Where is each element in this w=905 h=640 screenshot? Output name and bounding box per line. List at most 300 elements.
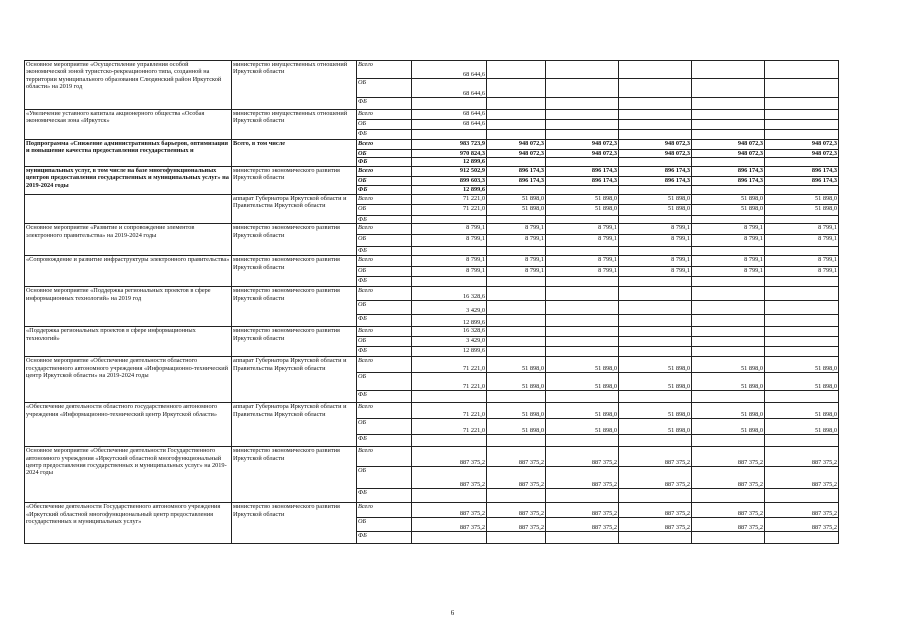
executor-cell: министерство имущественных отношений Иркутской области (232, 110, 357, 140)
year-amount-cell (546, 315, 619, 327)
year-amount-cell: 51 898,0 (487, 373, 546, 391)
year-amount-cell: 51 898,0 (765, 403, 839, 419)
year-amount-cell: 8 799,1 (546, 235, 619, 247)
funding-source-cell: ФБ (357, 489, 412, 503)
funding-source-cell: ОБ (357, 176, 412, 185)
funding-source-cell: ОБ (357, 518, 412, 532)
total-amount-cell: 12 899,6 (412, 158, 487, 166)
year-amount-cell: 887 375,2 (692, 518, 765, 532)
total-amount-cell: 970 824,3 (412, 150, 487, 158)
year-amount-cell (619, 391, 692, 403)
year-amount-cell: 887 375,2 (619, 467, 692, 489)
total-amount-cell: 887 375,2 (412, 447, 487, 467)
funding-source-cell: Всего (357, 140, 412, 150)
executor-cell: министерство экономического развития Иркутской области (232, 166, 357, 194)
year-amount-cell (487, 347, 546, 357)
year-amount-cell: 51 898,0 (692, 419, 765, 435)
funding-source-cell: Всего (357, 403, 412, 419)
year-amount-cell (692, 347, 765, 357)
year-amount-cell: 51 898,0 (765, 357, 839, 373)
year-amount-cell: 51 898,0 (619, 373, 692, 391)
executor-cell: министерство имущественных отношений Иркутской области (232, 61, 357, 110)
funding-source-cell: ФБ (357, 158, 412, 166)
total-amount-cell: 71 221,0 (412, 194, 487, 204)
total-amount-cell: 68 644,6 (412, 79, 487, 98)
year-amount-cell (619, 327, 692, 337)
funding-source-cell: Всего (357, 503, 412, 518)
year-amount-cell: 51 898,0 (619, 194, 692, 204)
executor-cell: министерство экономического развития Иркутской области (232, 224, 357, 256)
year-amount-cell (487, 337, 546, 347)
year-amount-cell: 896 174,3 (765, 166, 839, 176)
year-amount-cell: 887 375,2 (692, 447, 765, 467)
year-amount-cell: 887 375,2 (487, 503, 546, 518)
year-amount-cell: 51 898,0 (692, 403, 765, 419)
year-amount-cell: 51 898,0 (487, 419, 546, 435)
year-amount-cell (692, 435, 765, 447)
total-amount-cell (412, 489, 487, 503)
year-amount-cell (692, 247, 765, 256)
year-amount-cell (692, 61, 765, 79)
year-amount-cell (692, 315, 765, 327)
executor-cell: министерство экономического развития Иркутской области (232, 256, 357, 287)
year-amount-cell (546, 337, 619, 347)
total-amount-cell (412, 130, 487, 140)
year-amount-cell (619, 435, 692, 447)
year-amount-cell: 51 898,0 (619, 403, 692, 419)
year-amount-cell (619, 120, 692, 130)
year-amount-cell (765, 277, 839, 287)
year-amount-cell: 8 799,1 (765, 256, 839, 267)
total-amount-cell: 887 375,2 (412, 518, 487, 532)
year-amount-cell: 51 898,0 (692, 204, 765, 215)
funding-source-cell: ФБ (357, 185, 412, 194)
year-amount-cell: 948 072,3 (692, 150, 765, 158)
year-amount-cell: 948 072,3 (546, 150, 619, 158)
year-amount-cell (546, 287, 619, 301)
year-amount-cell: 887 375,2 (765, 447, 839, 467)
year-amount-cell (487, 120, 546, 130)
year-amount-cell (487, 327, 546, 337)
year-amount-cell: 948 072,3 (487, 150, 546, 158)
total-amount-cell (412, 247, 487, 256)
measure-name-cell: Основное мероприятие «Обеспечение деятельности Государственного автономного учреждения «Иркутский областной многофункциональный центр предоставления государственных и муниципальных услуг» на 2019-2024 годы (25, 447, 232, 503)
table-row (25, 224, 839, 235)
year-amount-cell: 51 898,0 (692, 373, 765, 391)
year-amount-cell: 8 799,1 (692, 224, 765, 235)
year-amount-cell: 8 799,1 (619, 267, 692, 277)
year-amount-cell (487, 215, 546, 223)
funding-source-cell: ФБ (357, 315, 412, 327)
measure-name-cell: «Обеспечение деятельности Государственного автономного учреждения «Иркутский областной многофункциональный центр предоставления государственных и муниципальных услуг» (25, 503, 232, 544)
funding-source-cell: ОБ (357, 120, 412, 130)
year-amount-cell (765, 327, 839, 337)
year-amount-cell (546, 532, 619, 544)
total-amount-cell (412, 98, 487, 110)
year-amount-cell: 948 072,3 (619, 150, 692, 158)
year-amount-cell (765, 110, 839, 120)
year-amount-cell (546, 301, 619, 315)
year-amount-cell (487, 391, 546, 403)
total-amount-cell: 12 899,6 (412, 315, 487, 327)
year-amount-cell (487, 130, 546, 140)
total-amount-cell: 68 644,6 (412, 120, 487, 130)
table-row (25, 327, 839, 337)
funding-source-cell: ФБ (357, 391, 412, 403)
year-amount-cell (692, 158, 765, 166)
measure-name-cell: «Поддержка региональных проектов в сфере информационных технологий» (25, 327, 232, 357)
funding-source-cell: ФБ (357, 532, 412, 544)
funding-source-cell: Всего (357, 447, 412, 467)
measure-name-cell: «Сопровождение и развитие инфраструктуры электронного правительства» (25, 256, 232, 287)
funding-source-cell: ФБ (357, 130, 412, 140)
year-amount-cell (546, 215, 619, 223)
year-amount-cell (619, 98, 692, 110)
year-amount-cell (692, 120, 765, 130)
funding-source-cell: ОБ (357, 204, 412, 215)
measure-name-cell (25, 194, 232, 223)
year-amount-cell (692, 215, 765, 223)
year-amount-cell (546, 327, 619, 337)
total-amount-cell (412, 391, 487, 403)
funding-source-cell: ОБ (357, 467, 412, 489)
total-amount-cell: 8 799,1 (412, 267, 487, 277)
year-amount-cell: 8 799,1 (765, 235, 839, 247)
table-row (25, 166, 839, 176)
executor-cell: министерство экономического развития Иркутской области (232, 503, 357, 544)
year-amount-cell (487, 435, 546, 447)
measure-name-cell: Подпрограмма «Снижение административных барьеров, оптимизация и повышение качества предоставления государственных и (25, 140, 232, 167)
year-amount-cell (619, 158, 692, 166)
total-amount-cell: 12 899,6 (412, 347, 487, 357)
year-amount-cell: 896 174,3 (487, 166, 546, 176)
funding-source-cell: ФБ (357, 247, 412, 256)
year-amount-cell (487, 315, 546, 327)
table-row (25, 61, 839, 79)
year-amount-cell (546, 61, 619, 79)
year-amount-cell: 887 375,2 (487, 467, 546, 489)
year-amount-cell: 51 898,0 (546, 194, 619, 204)
year-amount-cell (765, 247, 839, 256)
funding-source-cell: Всего (357, 256, 412, 267)
year-amount-cell: 887 375,2 (765, 467, 839, 489)
year-amount-cell (619, 247, 692, 256)
funding-source-cell: ОБ (357, 150, 412, 158)
total-amount-cell: 8 799,1 (412, 235, 487, 247)
funding-source-cell: ОБ (357, 373, 412, 391)
year-amount-cell (765, 435, 839, 447)
funding-source-cell: ОБ (357, 301, 412, 315)
year-amount-cell (619, 489, 692, 503)
total-amount-cell: 8 799,1 (412, 224, 487, 235)
year-amount-cell: 51 898,0 (487, 403, 546, 419)
executor-cell: Всего, в том числе (232, 140, 357, 167)
year-amount-cell: 51 898,0 (765, 373, 839, 391)
funding-source-cell: ОБ (357, 235, 412, 247)
year-amount-cell: 51 898,0 (546, 204, 619, 215)
year-amount-cell: 51 898,0 (487, 357, 546, 373)
funding-source-cell: ОБ (357, 337, 412, 347)
year-amount-cell (765, 185, 839, 194)
year-amount-cell (765, 489, 839, 503)
year-amount-cell: 8 799,1 (619, 224, 692, 235)
total-amount-cell: 71 221,0 (412, 403, 487, 419)
year-amount-cell (692, 79, 765, 98)
year-amount-cell: 896 174,3 (487, 176, 546, 185)
year-amount-cell (692, 130, 765, 140)
year-amount-cell (765, 130, 839, 140)
year-amount-cell: 887 375,2 (546, 503, 619, 518)
total-amount-cell: 899 603,3 (412, 176, 487, 185)
funding-source-cell: Всего (357, 166, 412, 176)
measure-name-cell: Основное мероприятие «Обеспечение деятельности областного государственного автономного учреждения «Информационно-технический центр Иркутской области» на 2019-2024 годы (25, 357, 232, 403)
year-amount-cell (619, 337, 692, 347)
year-amount-cell: 51 898,0 (765, 204, 839, 215)
total-amount-cell: 3 429,0 (412, 301, 487, 315)
year-amount-cell (487, 79, 546, 98)
year-amount-cell (487, 158, 546, 166)
year-amount-cell (487, 489, 546, 503)
year-amount-cell (619, 301, 692, 315)
total-amount-cell: 16 328,6 (412, 287, 487, 301)
year-amount-cell: 948 072,3 (487, 140, 546, 150)
year-amount-cell (487, 532, 546, 544)
year-amount-cell: 887 375,2 (692, 503, 765, 518)
year-amount-cell (546, 247, 619, 256)
year-amount-cell (487, 98, 546, 110)
year-amount-cell (765, 120, 839, 130)
measure-name-cell: «Обеспечение деятельности областного государственного автономного учреждения «Информационно-технический центр Иркутской области» (25, 403, 232, 447)
year-amount-cell (487, 287, 546, 301)
year-amount-cell: 51 898,0 (692, 357, 765, 373)
year-amount-cell: 887 375,2 (619, 503, 692, 518)
total-amount-cell: 68 644,6 (412, 61, 487, 79)
executor-cell: аппарат Губернатора Иркутской области и Правительства Иркутской области (232, 403, 357, 447)
year-amount-cell (546, 98, 619, 110)
year-amount-cell (692, 337, 765, 347)
year-amount-cell: 896 174,3 (765, 176, 839, 185)
year-amount-cell (692, 287, 765, 301)
funding-source-cell: ФБ (357, 435, 412, 447)
table-row (25, 140, 839, 150)
year-amount-cell (619, 79, 692, 98)
year-amount-cell: 948 072,3 (619, 140, 692, 150)
funding-source-cell: ФБ (357, 215, 412, 223)
table-row (25, 403, 839, 419)
year-amount-cell: 887 375,2 (546, 467, 619, 489)
year-amount-cell: 51 898,0 (619, 419, 692, 435)
year-amount-cell: 896 174,3 (546, 166, 619, 176)
executor-cell: министерство экономического развития Иркутской области (232, 287, 357, 327)
year-amount-cell: 8 799,1 (619, 256, 692, 267)
year-amount-cell (765, 347, 839, 357)
year-amount-cell: 8 799,1 (765, 267, 839, 277)
year-amount-cell (546, 277, 619, 287)
total-amount-cell: 68 644,6 (412, 110, 487, 120)
funding-source-cell: ФБ (357, 347, 412, 357)
year-amount-cell: 887 375,2 (546, 518, 619, 532)
year-amount-cell (546, 185, 619, 194)
year-amount-cell: 51 898,0 (546, 373, 619, 391)
total-amount-cell: 71 221,0 (412, 204, 487, 215)
year-amount-cell (765, 315, 839, 327)
year-amount-cell: 51 898,0 (487, 204, 546, 215)
funding-source-cell: Всего (357, 110, 412, 120)
year-amount-cell (692, 489, 765, 503)
executor-cell: аппарат Губернатора Иркутской области и Правительства Иркутской области (232, 194, 357, 223)
year-amount-cell: 51 898,0 (765, 194, 839, 204)
year-amount-cell (546, 435, 619, 447)
measure-name-cell: муниципальных услуг, в том числе на базе многофункциональных центров предоставления государственных и муниципальных услуг» на 2019-2024 годы (25, 166, 232, 194)
year-amount-cell (487, 301, 546, 315)
year-amount-cell (765, 79, 839, 98)
table-row (25, 110, 839, 120)
year-amount-cell: 887 375,2 (619, 518, 692, 532)
total-amount-cell: 12 899,6 (412, 185, 487, 194)
funding-source-cell: Всего (357, 224, 412, 235)
year-amount-cell: 8 799,1 (487, 256, 546, 267)
year-amount-cell (692, 327, 765, 337)
year-amount-cell (765, 532, 839, 544)
year-amount-cell (546, 130, 619, 140)
year-amount-cell (619, 277, 692, 287)
year-amount-cell: 896 174,3 (692, 166, 765, 176)
measure-name-cell: Основное мероприятие «Развитие и сопровождение элементов электронного правительства» на 2019-2024 годы (25, 224, 232, 256)
funding-source-cell: ОБ (357, 79, 412, 98)
year-amount-cell: 51 898,0 (546, 357, 619, 373)
year-amount-cell: 8 799,1 (546, 267, 619, 277)
executor-cell: министерство экономического развития Иркутской области (232, 327, 357, 357)
year-amount-cell (692, 301, 765, 315)
table-row (25, 287, 839, 301)
year-amount-cell (619, 287, 692, 301)
year-amount-cell: 8 799,1 (692, 267, 765, 277)
year-amount-cell: 8 799,1 (487, 235, 546, 247)
year-amount-cell: 51 898,0 (765, 419, 839, 435)
year-amount-cell: 8 799,1 (546, 256, 619, 267)
year-amount-cell (692, 185, 765, 194)
funding-source-cell: ОБ (357, 267, 412, 277)
year-amount-cell: 887 375,2 (619, 447, 692, 467)
year-amount-cell: 887 375,2 (487, 518, 546, 532)
year-amount-cell (765, 287, 839, 301)
table-row (25, 256, 839, 267)
year-amount-cell (765, 98, 839, 110)
year-amount-cell (487, 247, 546, 256)
year-amount-cell: 948 072,3 (765, 150, 839, 158)
total-amount-cell (412, 532, 487, 544)
funding-source-cell: ФБ (357, 98, 412, 110)
total-amount-cell: 71 221,0 (412, 419, 487, 435)
year-amount-cell (487, 185, 546, 194)
year-amount-cell: 8 799,1 (692, 256, 765, 267)
year-amount-cell (546, 391, 619, 403)
total-amount-cell (412, 215, 487, 223)
year-amount-cell: 8 799,1 (546, 224, 619, 235)
table-row (25, 503, 839, 518)
year-amount-cell: 896 174,3 (619, 166, 692, 176)
year-amount-cell: 896 174,3 (619, 176, 692, 185)
table-row (25, 357, 839, 373)
year-amount-cell: 896 174,3 (546, 176, 619, 185)
year-amount-cell (546, 347, 619, 357)
year-amount-cell (487, 277, 546, 287)
year-amount-cell (765, 215, 839, 223)
year-amount-cell (619, 110, 692, 120)
year-amount-cell: 887 375,2 (765, 518, 839, 532)
budget-table (24, 60, 839, 544)
year-amount-cell: 887 375,2 (692, 467, 765, 489)
executor-cell: министерство экономического развития Иркутской области (232, 447, 357, 503)
total-amount-cell: 16 328,6 (412, 327, 487, 337)
year-amount-cell: 51 898,0 (546, 403, 619, 419)
year-amount-cell (546, 120, 619, 130)
year-amount-cell (546, 158, 619, 166)
year-amount-cell (619, 347, 692, 357)
year-amount-cell: 8 799,1 (765, 224, 839, 235)
year-amount-cell (692, 98, 765, 110)
executor-cell: аппарат Губернатора Иркутской области и Правительства Иркутской области (232, 357, 357, 403)
year-amount-cell (692, 110, 765, 120)
year-amount-cell: 896 174,3 (692, 176, 765, 185)
year-amount-cell: 8 799,1 (487, 224, 546, 235)
year-amount-cell (619, 185, 692, 194)
measure-name-cell: Основное мероприятие «Поддержка региональных проектов в сфере информационных технологий» на 2019 год (25, 287, 232, 327)
year-amount-cell (487, 110, 546, 120)
total-amount-cell: 887 375,2 (412, 503, 487, 518)
funding-source-cell: Всего (357, 194, 412, 204)
total-amount-cell (412, 277, 487, 287)
total-amount-cell: 3 429,0 (412, 337, 487, 347)
year-amount-cell: 51 898,0 (619, 357, 692, 373)
year-amount-cell: 51 898,0 (619, 204, 692, 215)
measure-name-cell: Основное мероприятие «Осуществление управления особой экономической зоной туристско-рекреационного типа, созданной на территории муниципального образования Слюдянский район Иркутской области» на 2019 год (25, 61, 232, 110)
year-amount-cell: 887 375,2 (487, 447, 546, 467)
year-amount-cell (619, 315, 692, 327)
page-number: 6 (450, 609, 455, 617)
year-amount-cell (765, 391, 839, 403)
year-amount-cell: 948 072,3 (765, 140, 839, 150)
year-amount-cell: 51 898,0 (546, 419, 619, 435)
measure-name-cell: «Увеличение уставного капитала акционерного общества «Особая экономическая зона «Иркутск» (25, 110, 232, 140)
total-amount-cell: 887 375,2 (412, 467, 487, 489)
total-amount-cell: 71 221,0 (412, 357, 487, 373)
funding-source-cell: Всего (357, 61, 412, 79)
year-amount-cell: 51 898,0 (487, 194, 546, 204)
year-amount-cell: 8 799,1 (692, 235, 765, 247)
year-amount-cell: 51 898,0 (692, 194, 765, 204)
year-amount-cell (546, 79, 619, 98)
table-row (25, 447, 839, 467)
funding-source-cell: ОБ (357, 419, 412, 435)
year-amount-cell (487, 61, 546, 79)
total-amount-cell: 8 799,1 (412, 256, 487, 267)
year-amount-cell: 8 799,1 (487, 267, 546, 277)
funding-source-cell: ФБ (357, 277, 412, 287)
year-amount-cell (546, 489, 619, 503)
funding-source-cell: Всего (357, 287, 412, 301)
total-amount-cell: 912 502,9 (412, 166, 487, 176)
total-amount-cell: 71 221,0 (412, 373, 487, 391)
year-amount-cell (546, 110, 619, 120)
year-amount-cell: 8 799,1 (619, 235, 692, 247)
year-amount-cell (619, 130, 692, 140)
year-amount-cell (692, 277, 765, 287)
year-amount-cell (765, 158, 839, 166)
year-amount-cell: 948 072,3 (546, 140, 619, 150)
total-amount-cell: 983 723,9 (412, 140, 487, 150)
funding-source-cell: Всего (357, 357, 412, 373)
